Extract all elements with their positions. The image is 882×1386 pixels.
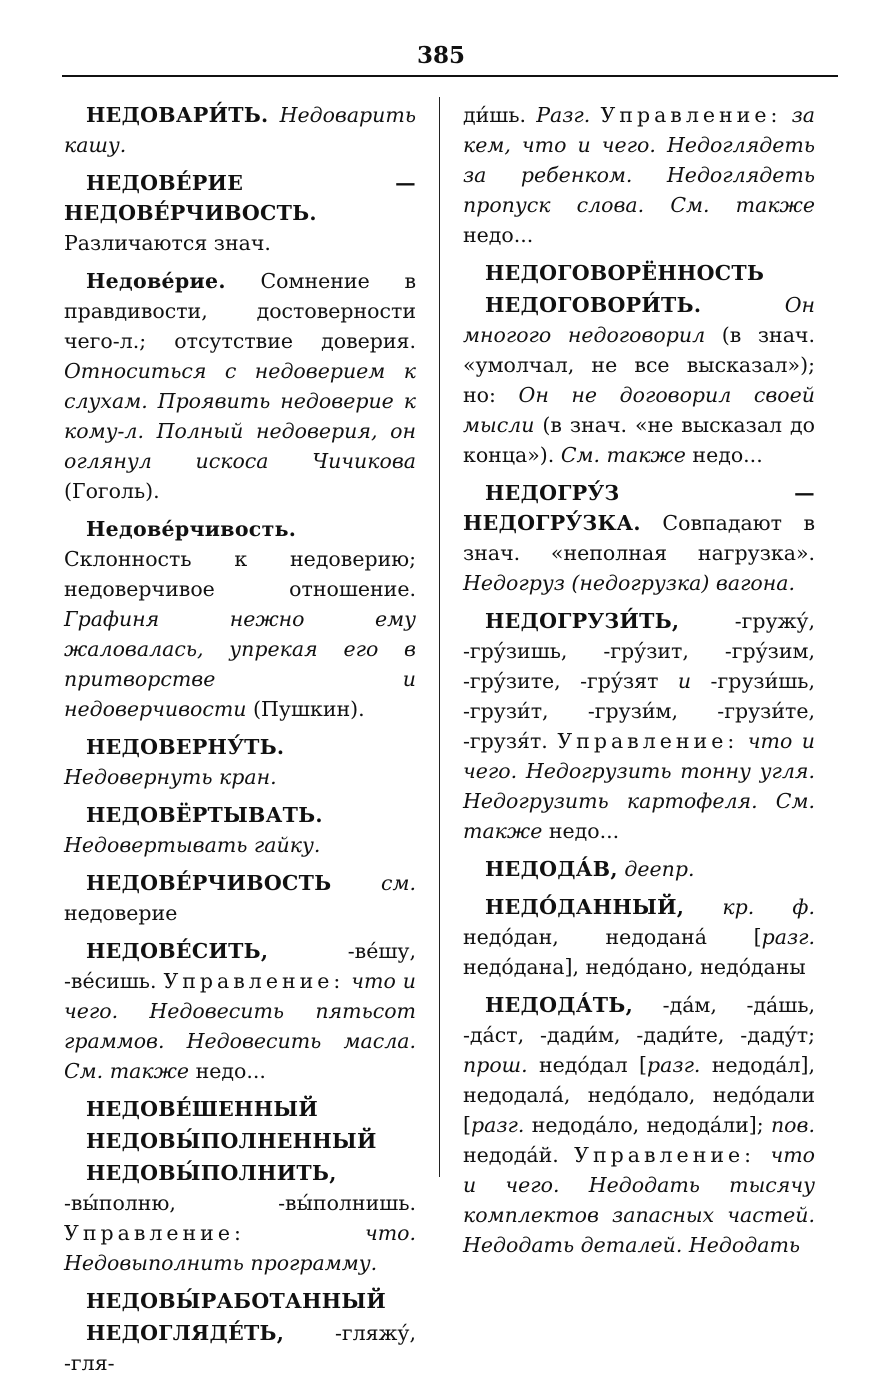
- headword: НЕДОВЁРТЫВАТЬ.: [86, 803, 323, 827]
- forms: -вы́полню, -вы́полнишь.: [64, 1191, 416, 1215]
- example: Недоварить кашу.: [64, 103, 416, 157]
- headword: НЕДО́ДАННЫЙ,: [485, 895, 685, 919]
- label: разг.: [761, 925, 815, 949]
- column-divider: [439, 97, 440, 1177]
- headword: Недове́рие.: [86, 269, 226, 293]
- entry-nedovypolnit: [64, 1158, 416, 1278]
- definition: Различаются знач.: [64, 231, 271, 255]
- headword: Недове́рчивость.: [86, 517, 297, 541]
- headword: НЕДОВЕ́РИЕ — НЕДОВЕ́РЧИВОСТЬ.: [64, 171, 416, 225]
- forms: -гляжу́, -гля-: [64, 1321, 416, 1375]
- example: Недогруз (недогрузка) вагона.: [463, 571, 796, 595]
- entry-nedoveshennyi: [64, 1094, 416, 1124]
- reference: недоверие: [64, 901, 178, 925]
- headword: НЕДОВЕ́РЧИВОСТЬ: [86, 871, 332, 895]
- entry-nedogliadet: [64, 1318, 416, 1378]
- government-label: Управление:: [163, 969, 345, 993]
- label: пов.: [770, 1113, 815, 1137]
- source: (Гоголь).: [64, 479, 160, 503]
- forms: -грузи́шь, -грузи́т, -грузи́м, -грузи́те, -грузя́т.: [463, 669, 815, 753]
- forms: недо́дал [: [539, 1053, 648, 1077]
- label: разг.: [471, 1113, 525, 1137]
- example: Недовыполнить программу.: [64, 1251, 378, 1275]
- example: Недовесить пятьсот граммов. Недовесить масла. См. также: [64, 999, 416, 1083]
- label: Разг.: [536, 103, 591, 127]
- example: Графиня нежно ему жаловалась, упрекая его в притворстве и недоверчивости: [64, 607, 416, 721]
- forms: недода́л], недодала́, недо́дало, недо́дали [: [463, 1053, 815, 1137]
- left-column: [64, 100, 416, 1386]
- government-label: Управление:: [557, 729, 739, 753]
- entry-nedoverchivost-ref: [64, 868, 416, 928]
- headword: НЕДОВЫ́ПОЛНИТЬ,: [86, 1161, 337, 1185]
- source: (Пушкин).: [253, 697, 365, 721]
- headword: НЕДОВЕРНУ́ТЬ.: [86, 735, 285, 759]
- tail: недо...: [195, 1059, 266, 1083]
- government: за кем, что и чего.: [463, 103, 815, 157]
- example: Он не договорил своей мысли: [463, 383, 815, 437]
- entry-nedovertyvat: [64, 800, 416, 860]
- entry-nedogliadet-cont: [463, 100, 815, 250]
- tail: недо...: [463, 223, 534, 247]
- headword: НЕДОВЫ́ПОЛНЕННЫЙ: [86, 1129, 377, 1153]
- forms: недо́дан, недодана́ [: [463, 925, 762, 949]
- forms: недода́й.: [463, 1143, 559, 1167]
- example: Недовернуть кран.: [64, 765, 277, 789]
- headword: НЕДОГРУ́З — НЕДОГРУ́ЗКА.: [463, 481, 815, 535]
- forms: -гружу́, -гру́зишь, -гру́зит, -гру́зим, -гру́зите, -гру́зят: [463, 609, 815, 693]
- forms: -да́м, -да́шь, -да́ст, -дади́м, -дади́те, -даду́т;: [463, 993, 815, 1047]
- example: Недоглядеть за ребенком. Недоглядеть пропуск слова. См. также: [463, 133, 815, 217]
- conjunction: и: [677, 669, 692, 693]
- headword: НЕДОВЕ́СИТЬ,: [86, 939, 269, 963]
- entry-nedovypolnennyi: [64, 1126, 416, 1156]
- entry-nedovarit: [64, 100, 416, 160]
- headword: НЕДОДА́ТЬ,: [485, 993, 634, 1017]
- headword: НЕДОГОВОРЁННОСТЬ: [485, 261, 765, 285]
- label: прош.: [463, 1053, 528, 1077]
- government: что.: [364, 1221, 416, 1245]
- forms: недо́дана], недо́дано, недо́даны: [463, 955, 806, 979]
- example: Недодать тысячу комплектов запасных частей. Недодать деталей. Недодать: [463, 1173, 815, 1257]
- page-number: 385: [416, 42, 465, 69]
- headword: НЕДОВЕ́ШЕННЫЙ: [86, 1097, 318, 1121]
- headword: НЕДОВЫ́РАБОТАННЫЙ: [86, 1289, 387, 1313]
- definition: Сомнение в правдивости, достоверности чего-л.; отсутствие доверия.: [64, 269, 416, 353]
- header-rule: [62, 75, 838, 77]
- entry-nedogruz: [463, 478, 815, 598]
- entry-nedogruzit: [463, 606, 815, 846]
- headword: НЕДОГЛЯДЕ́ТЬ,: [86, 1321, 285, 1345]
- entry-nedodannyi: [463, 892, 815, 982]
- headword: НЕДОДА́В,: [485, 857, 618, 881]
- example: Относиться с недоверием к слухам. Проявить недоверие к кому-л. Полный недоверия, он оглянул искоса Чичикова: [64, 359, 416, 473]
- see-also: См. также: [560, 443, 686, 467]
- tail: недо...: [548, 819, 620, 843]
- example: Недовертывать гайку.: [64, 833, 321, 857]
- entry-nedodav: [463, 854, 815, 884]
- entry-nedoverie-nedoverchivost: [64, 168, 416, 258]
- label: кр. ф.: [722, 895, 815, 919]
- entry-nedogovorit: [463, 290, 815, 470]
- example: Недогрузить тонну угля. Недогрузить картофеля. См. также: [463, 759, 815, 843]
- definition: Склонность к недоверию; недоверчивое отношение.: [64, 547, 416, 601]
- government-label: Управление:: [64, 1221, 245, 1245]
- forms: недода́ло, недода́ли];: [531, 1113, 764, 1137]
- headword: НЕДОГРУЗИ́ТЬ,: [485, 609, 680, 633]
- label: разг.: [647, 1053, 701, 1077]
- definition: (в знач. «умолчал, не все высказал»); но:: [463, 323, 815, 407]
- forms: ди́шь.: [463, 103, 527, 127]
- government: что и чего.: [64, 969, 416, 1023]
- entry-nedodat: [463, 990, 815, 1260]
- government: что и чего.: [463, 729, 815, 783]
- entry-nedoverie: [64, 266, 416, 506]
- government: что и чего.: [463, 1143, 815, 1197]
- entry-nedovesit: [64, 936, 416, 1086]
- government-label: Управление:: [574, 1143, 756, 1167]
- entry-nedoverchivost-def: [64, 514, 416, 724]
- headword: НЕДОВАРИ́ТЬ.: [86, 103, 269, 127]
- example: Он многого недоговорил: [463, 293, 815, 347]
- right-column: [463, 100, 815, 1268]
- tail: недо...: [692, 443, 763, 467]
- definition: Совпадают в знач. «неполная нагрузка».: [463, 511, 815, 565]
- definition: (в знач. «не высказал до конца»).: [463, 413, 815, 467]
- entry-nedovernut: [64, 732, 416, 792]
- forms: -ве́шу, -ве́сишь.: [64, 939, 416, 993]
- government-label: Управление:: [600, 103, 782, 127]
- entry-nedovyrabotannyi: [64, 1286, 416, 1316]
- label: деепр.: [624, 857, 695, 881]
- entry-nedogovorennost: [463, 258, 815, 288]
- label: см.: [381, 871, 416, 895]
- headword: НЕДОГОВОРИ́ТЬ.: [485, 293, 702, 317]
